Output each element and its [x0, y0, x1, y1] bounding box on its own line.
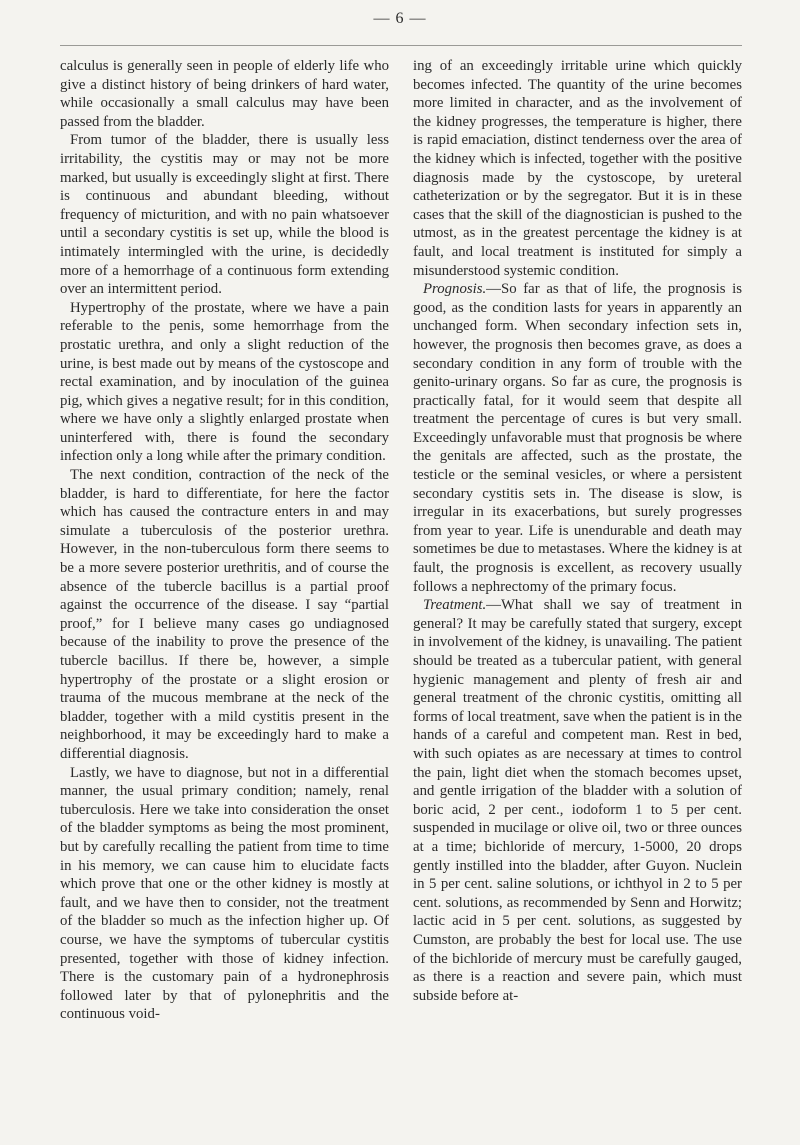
paragraph-treatment — [413, 596, 742, 1005]
paragraph-calculus-continued: calculus is generally seen in people of elderly life who give a distinct history of being drinkers of hard water, while occasionally a small calculus may have been passed from the bladder. — [60, 58, 389, 130]
paragraph-renal-tuberculosis: Lastly, we have to diagnose, but not in a differential manner, the usual primary condition; namely, renal tuberculosis. Here we take into consideration the onset of the bladder symptoms as being the most prominent, but by carefully recalling the patient from time to time in his memory, we can cause him to elucidate facts which prove that one or the other kidney is mostly at fault, and we have then to consider, not the treatment of the bladder so much as the infection higher up. Of course, we have the symptoms of tubercular cystitis presented, together with those of kidney infection. There is the customary pain of a hydronephrosis followed later by that of pylonephritis and the continuous void- — [60, 764, 389, 1023]
treatment-text: —What shall we say of treatment in general? It may be carefully stated that surgery, except in involvement of the kidney, is unavailing. The patient should be treated as a tubercular patient, with general hygienic management and plenty of fresh air and general treatment of the chronic cystitis, omitting all forms of local treatment, save when the patient is in the hands of a careful and competent man. Rest in bed, with such opiates as are necessary at times to control the pain, light diet when the stomach becomes upset, and gentle irrigation of the bladder with a solution of boric acid, 2 per cent., iodoform 1 to 5 per cent. suspended in mucilage or olive oil, two or three ounces at a time; bichloride of mercury, 1-5000, 20 drops gently instilled into the bladder, after Guyon. Nuclein in 5 per cent. saline solutions, or ichthyol in 2 to 5 per cent. solutions, as recommended by Senn and Horwitz; lactic acid in 5 per cent. solutions, as suggested by Cumston, are probably the best for local use. The use of the bichloride of mercury must be carefully gauged, as there is a reaction and severe pain, which must subside before at- — [413, 597, 742, 1004]
paragraph-tumor-of-bladder: From tumor of the bladder, there is usually less irritability, the cystitis may or may not be more marked, but usually is exceedingly slight at first. There is continuous and abundant bleeding, without frequency of micturition, and with no pain whatsoever until a secondary cystitis is set up, while the blood is intimately intermingled with the urine, is decidedly more of a hemorrhage of a continuous form extending over an intermittent period. — [60, 132, 389, 298]
prognosis-heading: Prognosis. — [423, 281, 487, 298]
paragraph-kidney-continued: ing of an exceedingly irritable urine which quickly becomes infected. The quantity of the urine becomes more limited in character, and as the involvement of the kidney progresses, the temperature is higher, there is rapid emaciation, distinct tenderness over the area of the kidney which is infected, together with the positive diagnosis made by the cystoscope, by ureteral catheterization or by the segregator. But it is in these cases that the skill of the diagnostician is pushed to the utmost, as in the greatest percentage the kidney is at fault, and local treatment is instituted for simply a misunderstood systemic condition. — [413, 58, 742, 279]
treatment-heading: Treatment. — [423, 597, 487, 614]
header-rule — [60, 45, 742, 46]
left-column — [60, 57, 389, 1135]
paragraph-contraction-of-neck: The next condition, contraction of the neck of the bladder, is hard to differentiate, for here the factor which has caused the contracture enters in and may simulate a tuberculosis of the posterior urethra. However, in the non-tuberculous form there seems to be a more severe posterior urethritis, and of course the absence of the tubercle bacillus is a partial proof against the occurrence of the disease. I say “partial proof,” for I believe many cases go undiagnosed because of the inability to prove the presence of the tubercle bacillus. If there be, however, a simple hypertrophy of the prostate or a slight erosion or trauma of the mucous membrane at the neck of the bladder, together with a mild cystitis present in the neighborhood, it may be exceedingly hard to make a differential diagnosis. — [60, 467, 389, 762]
text-columns — [60, 57, 742, 1135]
paragraph-hypertrophy-of-prostate: Hypertrophy of the prostate, where we have a pain referable to the penis, some hemorrhage from the prostatic urethra, and only a slight reduction of the urine, is best made out by means of the cystoscope and rectal examination, and by inoculation of the guinea pig, which gives a negative result; for in this condition, where we have only a slightly enlarged prostate when uninterfered with, there is found the secondary infection only a long while after the primary condition. — [60, 299, 389, 465]
prognosis-text: —So far as that of life, the prognosis is good, as the condition lasts for years in apparently an unchanged form. When secondary infection sets in, however, the prognosis then becomes grave, as does a secondary condition in any form of trouble with the genito-urinary organs. So far as cure, the prognosis is practically fatal, for it would seem that despite all treatment the percentage of cures is but very small. Exceedingly unfavorable must that prognosis be where the genitals are affected, such as the prostate, the testicle or the seminal vesicles, or where a persistent secondary cystitis sets in. The disease is slow, is irregular in its exacerbations, but surely progresses from year to year. Life is unendurable and death may sometimes be due to metastases. Where the kidney is at fault, the prognosis is excellent, as recovery usually follows a nephrectomy of the primary focus. — [413, 281, 742, 595]
right-column — [413, 57, 742, 1135]
page-number: — 6 — — [373, 10, 427, 27]
paragraph-prognosis — [413, 280, 742, 596]
